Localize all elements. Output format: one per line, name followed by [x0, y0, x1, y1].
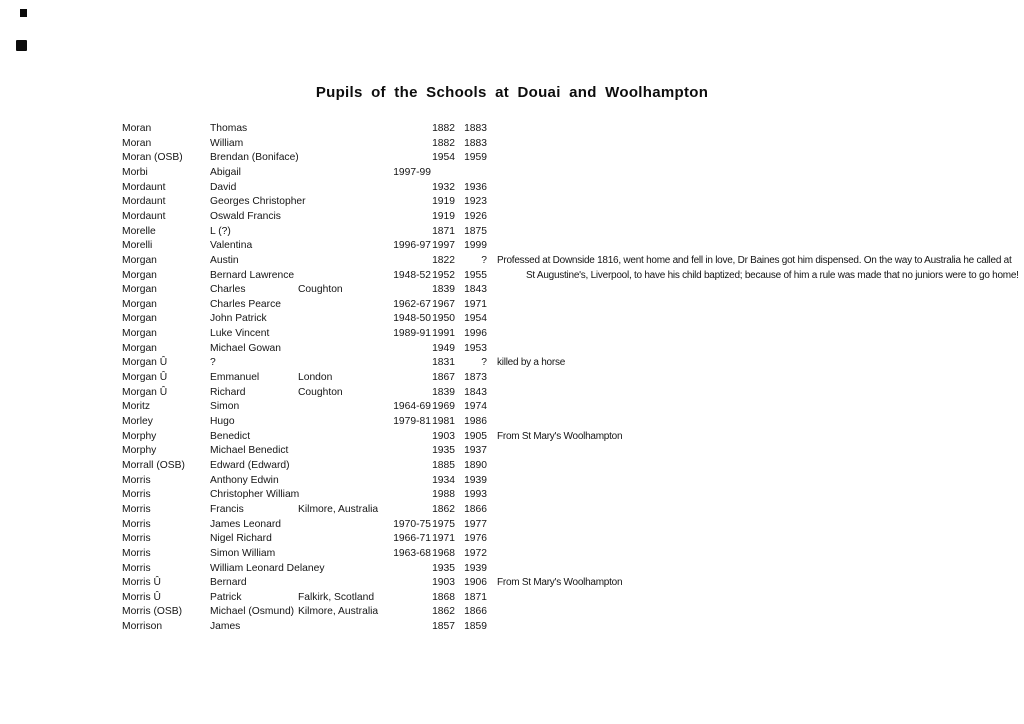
note-cell: From St Mary's Woolhampton	[497, 577, 623, 589]
attendance-range-cell: 1989-91	[393, 328, 431, 340]
year-to-cell: ?	[481, 254, 487, 266]
year-from-cell: 1882	[432, 137, 455, 149]
year-from-cell: 1967	[432, 298, 455, 310]
year-to-cell: 1926	[464, 210, 487, 222]
surname-cell: Morris	[122, 489, 151, 501]
surname-cell: Morris	[122, 533, 151, 545]
year-from-cell: 1935	[432, 445, 455, 457]
forename-cell: John Patrick	[210, 313, 267, 325]
table-row	[0, 356, 1024, 371]
year-from-cell: 1839	[432, 284, 455, 296]
forename-cell: Patrick	[210, 591, 242, 603]
year-to-cell: 1866	[464, 503, 487, 515]
year-to-cell: 1972	[464, 547, 487, 559]
attendance-range-cell: 1964-69	[393, 401, 431, 413]
table-row	[0, 137, 1024, 152]
year-to-cell: 1971	[464, 298, 487, 310]
forename-cell: Austin	[210, 254, 239, 266]
table-row	[0, 342, 1024, 357]
forename-cell: Christopher William	[210, 489, 300, 501]
year-from-cell: 1862	[432, 503, 455, 515]
attendance-range-cell: 1970-75	[393, 518, 431, 530]
year-to-cell: 1873	[464, 372, 487, 384]
year-to-cell: 1923	[464, 196, 487, 208]
attendance-range-cell: 1962-67	[393, 298, 431, 310]
forename-cell: Bernard	[210, 577, 247, 589]
surname-cell: Moran	[122, 123, 152, 134]
table-row	[0, 239, 1024, 254]
year-from-cell: 1991	[432, 328, 455, 340]
surname-cell: Morgan	[122, 254, 157, 266]
year-from-cell: 1868	[432, 591, 455, 603]
forename-cell: Benedict	[210, 430, 251, 442]
forename-cell: L (?)	[210, 225, 231, 237]
table-row	[0, 195, 1024, 210]
surname-cell: Morris (OSB)	[122, 606, 183, 618]
table-row	[0, 210, 1024, 225]
year-to-cell: 1866	[464, 606, 487, 618]
forename-cell: Charles Pearce	[210, 298, 281, 310]
year-to-cell: 1939	[464, 474, 487, 486]
year-to-cell: 1937	[464, 445, 487, 457]
forename-cell: Anthony Edwin	[210, 474, 279, 486]
table-row	[0, 547, 1024, 562]
attendance-range-cell: 1996-97	[393, 240, 431, 252]
attendance-range-cell: 1997-99	[393, 166, 431, 178]
place-cell: Kilmore, Australia	[298, 606, 379, 618]
year-from-cell: 1934	[432, 474, 455, 486]
place-cell: Falkirk, Scotland	[298, 591, 375, 603]
surname-cell: Morphy	[122, 430, 157, 442]
place-cell: Kilmore, Australia	[298, 503, 379, 515]
table-row	[0, 518, 1024, 533]
year-to-cell: 1959	[464, 152, 487, 164]
attendance-range-cell: 1966-71	[393, 533, 431, 545]
year-from-cell: 1971	[432, 533, 455, 545]
surname-cell: Morrison	[122, 621, 163, 633]
surname-cell: Mordaunt	[122, 196, 166, 208]
surname-cell: Morelli	[122, 240, 153, 252]
year-from-cell: 1969	[432, 401, 455, 413]
table-row	[0, 386, 1024, 401]
scan-artifact-icon	[16, 40, 27, 51]
table-row	[0, 225, 1024, 240]
table-row	[0, 620, 1024, 635]
year-from-cell: 1949	[432, 342, 455, 354]
forename-cell: Abigail	[210, 166, 241, 178]
year-from-cell: 1997	[432, 240, 455, 252]
year-from-cell: 1952	[432, 269, 455, 281]
place-cell: Coughton	[298, 386, 343, 398]
forename-cell: Michael Gowan	[210, 342, 281, 354]
year-to-cell: 1993	[464, 489, 487, 501]
year-to-cell: 1875	[464, 225, 487, 237]
forename-cell: William Leonard Delaney	[210, 562, 325, 574]
table-row	[0, 166, 1024, 181]
year-to-cell: 1871	[464, 591, 487, 603]
forename-cell: Bernard Lawrence	[210, 269, 295, 281]
table-row	[0, 576, 1024, 591]
table-row	[0, 298, 1024, 313]
note-cell: killed by a horse	[497, 357, 566, 369]
surname-cell: Morgan Û	[122, 386, 168, 398]
forename-cell: Charles	[210, 284, 246, 296]
forename-cell: Francis	[210, 503, 244, 515]
year-from-cell: 1932	[432, 181, 455, 193]
year-to-cell: 1883	[464, 137, 487, 149]
table-row	[0, 254, 1024, 269]
year-to-cell: 1955	[464, 269, 487, 281]
table-row	[0, 151, 1024, 166]
note-cell: Professed at Downside 1816, went home and fell in love, Dr Baines got him dispensed. On the way to Australia he called at	[497, 254, 1012, 266]
year-from-cell: 1867	[432, 372, 455, 384]
year-from-cell: 1903	[432, 577, 455, 589]
table-row	[0, 312, 1024, 327]
note-cell: St Augustine's, Liverpool, to have his child baptized; because of him a rule was made that no juniors were to go home!	[526, 269, 1019, 281]
year-to-cell: 1906	[464, 577, 487, 589]
surname-cell: Moran	[122, 137, 152, 149]
place-cell: Coughton	[298, 284, 343, 296]
place-cell: London	[298, 372, 333, 384]
table-row	[0, 269, 1024, 284]
year-to-cell: 1883	[464, 123, 487, 134]
table-row	[0, 371, 1024, 386]
forename-cell: James Leonard	[210, 518, 281, 530]
forename-cell: James	[210, 621, 241, 633]
year-to-cell: 1905	[464, 430, 487, 442]
table-row	[0, 591, 1024, 606]
year-from-cell: 1885	[432, 459, 455, 471]
surname-cell: Morgan Û	[122, 357, 168, 369]
surname-cell: Morgan	[122, 328, 157, 340]
year-to-cell: 1939	[464, 562, 487, 574]
surname-cell: Morgan	[122, 313, 157, 325]
attendance-range-cell: 1963-68	[393, 547, 431, 559]
surname-cell: Morphy	[122, 445, 157, 457]
forename-cell: Oswald Francis	[210, 210, 281, 222]
surname-cell: Morgan Û	[122, 372, 168, 384]
surname-cell: Moran (OSB)	[122, 152, 183, 164]
surname-cell: Morris Û	[122, 577, 161, 589]
year-to-cell: 1999	[464, 240, 487, 252]
surname-cell: Morelle	[122, 225, 156, 237]
forename-cell: William	[210, 137, 244, 149]
year-to-cell: 1843	[464, 386, 487, 398]
table-row	[0, 430, 1024, 445]
forename-cell: Brendan (Boniface)	[210, 152, 299, 164]
year-from-cell: 1919	[432, 210, 455, 222]
year-from-cell: 1882	[432, 123, 455, 134]
attendance-range-cell: 1979-81	[393, 416, 431, 427]
year-from-cell: 1988	[432, 489, 455, 501]
forename-cell: David	[210, 181, 237, 193]
year-to-cell: 1936	[464, 181, 487, 193]
forename-cell: Georges Christopher	[210, 196, 306, 208]
forename-cell: Michael Benedict	[210, 445, 289, 457]
year-from-cell: 1871	[432, 225, 455, 237]
year-to-cell: 1890	[464, 459, 487, 471]
table-row	[0, 459, 1024, 474]
year-to-cell: 1954	[464, 313, 487, 325]
year-from-cell: 1981	[432, 416, 455, 427]
attendance-range-cell: 1948-50	[393, 313, 431, 325]
year-from-cell: 1954	[432, 152, 455, 164]
surname-cell: Mordaunt	[122, 181, 166, 193]
year-from-cell: 1968	[432, 547, 455, 559]
surname-cell: Morris Û	[122, 591, 161, 603]
surname-cell: Morris	[122, 518, 151, 530]
surname-cell: Morgan	[122, 269, 157, 281]
year-from-cell: 1919	[432, 196, 455, 208]
surname-cell: Moritz	[122, 401, 151, 413]
table-row	[0, 532, 1024, 547]
year-from-cell: 1839	[432, 386, 455, 398]
table-row	[0, 503, 1024, 518]
surname-cell: Morgan	[122, 298, 157, 310]
forename-cell: Luke Vincent	[210, 328, 270, 340]
forename-cell: Emmanuel	[210, 372, 260, 384]
surname-cell: Morrall (OSB)	[122, 459, 185, 471]
year-from-cell: 1822	[432, 254, 455, 266]
year-to-cell: 1986	[464, 416, 487, 427]
forename-cell: Simon William	[210, 547, 276, 559]
year-to-cell: 1996	[464, 328, 487, 340]
surname-cell: Morris	[122, 547, 151, 559]
year-from-cell: 1975	[432, 518, 455, 530]
table-row	[0, 400, 1024, 415]
surname-cell: Morbi	[122, 166, 148, 178]
year-to-cell: 1974	[464, 401, 487, 413]
table-row	[0, 181, 1024, 196]
forename-cell: Simon	[210, 401, 240, 413]
forename-cell: ?	[210, 357, 216, 369]
year-to-cell: 1976	[464, 533, 487, 545]
year-from-cell: 1862	[432, 606, 455, 618]
year-to-cell: 1859	[464, 621, 487, 633]
table-row	[0, 415, 1024, 430]
table-row	[0, 122, 1024, 137]
table-row	[0, 444, 1024, 459]
forename-cell: Edward (Edward)	[210, 459, 290, 471]
surname-cell: Morris	[122, 474, 151, 486]
table-row	[0, 283, 1024, 298]
surname-cell: Morris	[122, 562, 151, 574]
forename-cell: Thomas	[210, 123, 248, 134]
page-title: Pupils of the Schools at Douai and Woolhampton	[315, 84, 709, 101]
table-row	[0, 605, 1024, 620]
table-row	[0, 474, 1024, 489]
surname-cell: Morley	[122, 416, 153, 427]
surname-cell: Morgan	[122, 342, 157, 354]
forename-cell: Hugo	[210, 416, 235, 427]
scan-artifact-icon	[20, 9, 27, 17]
year-to-cell: 1843	[464, 284, 487, 296]
year-from-cell: 1857	[432, 621, 455, 633]
surname-cell: Mordaunt	[122, 210, 166, 222]
year-to-cell: ?	[481, 357, 487, 369]
year-to-cell: 1953	[464, 342, 487, 354]
year-from-cell: 1831	[432, 357, 455, 369]
surname-cell: Morris	[122, 503, 151, 515]
forename-cell: Valentina	[210, 240, 253, 252]
surname-cell: Morgan	[122, 284, 157, 296]
year-from-cell: 1903	[432, 430, 455, 442]
note-cell: From St Mary's Woolhampton	[497, 430, 623, 442]
table-row	[0, 488, 1024, 503]
year-from-cell: 1935	[432, 562, 455, 574]
forename-cell: Michael (Osmund)	[210, 606, 295, 618]
table-row	[0, 327, 1024, 342]
table-row	[0, 562, 1024, 577]
forename-cell: Nigel Richard	[210, 533, 272, 545]
year-from-cell: 1950	[432, 313, 455, 325]
forename-cell: Richard	[210, 386, 246, 398]
year-to-cell: 1977	[464, 518, 487, 530]
attendance-range-cell: 1948-52	[393, 269, 431, 281]
